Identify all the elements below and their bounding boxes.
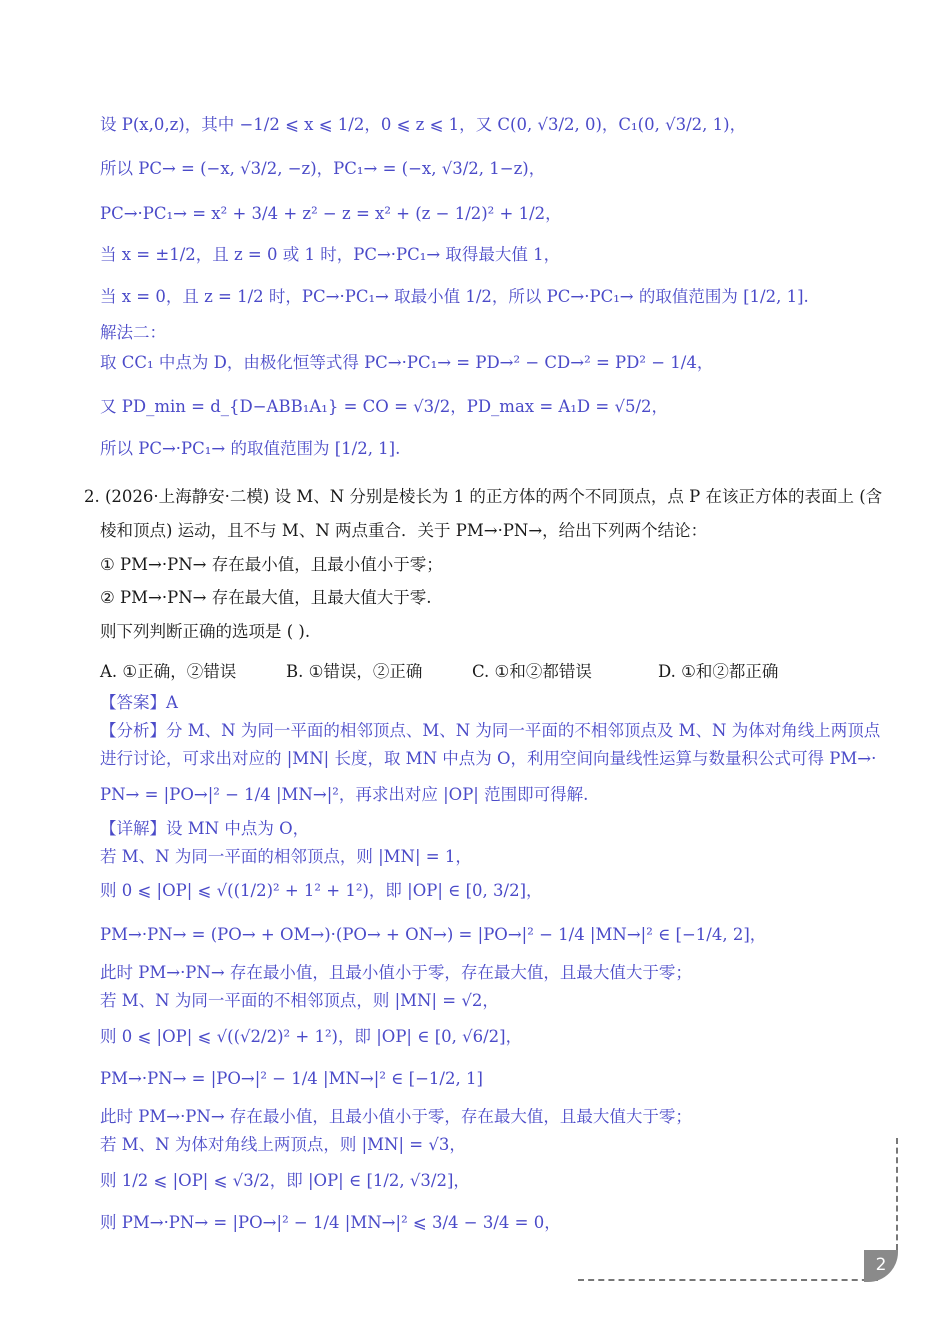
- question-prompt: 则下列判断正确的选项是 ( ).: [100, 622, 311, 641]
- solution-line: 设 P(x,0,z)，其中 −1/2 ⩽ x ⩽ 1/2，0 ⩽ z ⩽ 1，又 C(0, √3/2, 0)，C₁(0, √3/2, 1)，: [100, 115, 747, 134]
- answer-options: [100, 658, 820, 682]
- detail-line: 则 0 ⩽ |OP| ⩽ √((1/2)² + 1² + 1²)，即 |OP| ∈ [0, 3/2]，: [100, 881, 543, 900]
- question-stem: 2. (2026·上海静安·二模) 设 M、N 分别是棱长为 1 的正方体的两个不同顶点，点 P 在该正方体的表面上 (含: [84, 487, 883, 506]
- detail-line: 若 M、N 为体对角线上两顶点，则 |MN| = √3，: [100, 1135, 466, 1154]
- solution-line: 当 x = 0，且 z = 1/2 时，PC→·PC₁→ 取最小值 1/2，所以 PC→·PC₁→ 的取值范围为 [1/2, 1].: [100, 287, 809, 306]
- analysis-line: 【分析】分 M、N 为同一平面的相邻顶点、M、N 为同一平面的不相邻顶点及 M、N 为体对角线上两顶点: [100, 721, 881, 740]
- detail-line: 若 M、N 为同一平面的相邻顶点，则 |MN| = 1，: [100, 847, 472, 866]
- detail-line: 若 M、N 为同一平面的不相邻顶点，则 |MN| = √2，: [100, 991, 499, 1010]
- detail-line: 【详解】设 MN 中点为 O，: [100, 819, 310, 838]
- answer-line: 【答案】A: [100, 693, 178, 712]
- page-number: 2: [864, 1250, 898, 1282]
- solution-line: 所以 PC→ = (−x, √3/2, −z)，PC₁→ = (−x, √3/2, 1−z)，: [100, 159, 546, 178]
- question-stem: 棱和顶点) 运动，且不与 M、N 两点重合．关于 PM→·PN→，给出下列两个结论：: [100, 521, 708, 540]
- detail-line: 则 0 ⩽ |OP| ⩽ √((√2/2)² + 1²)，即 |OP| ∈ [0, √6/2]，: [100, 1027, 523, 1046]
- detail-line: 此时 PM→·PN→ 存在最小值，且最小值小于零，存在最大值，且最大值大于零；: [100, 963, 692, 982]
- conclusion-2: ② PM→·PN→ 存在最大值，且最大值大于零.: [100, 588, 432, 607]
- solution-line: 又 PD_min = d_{D−ABB₁A₁} = CO = √3/2，PD_max = A₁D = √5/2，: [100, 397, 669, 416]
- solution-line: PC→·PC₁→ = x² + 3/4 + z² − z = x² + (z − 1/2)² + 1/2，: [100, 204, 562, 223]
- detail-line: PM→·PN→ = (PO→ + OM→)·(PO→ + ON→) = |PO→|² − 1/4 |MN→|² ∈ [−1/4, 2]，: [100, 925, 767, 944]
- page-border-dashes: [896, 1138, 898, 1250]
- option-d: D. ①和②都正确: [658, 662, 779, 681]
- analysis-line: PN→ = |PO→|² − 1/4 |MN→|²，再求出对应 |OP| 范围即可得解.: [100, 785, 589, 804]
- detail-line: PM→·PN→ = |PO→|² − 1/4 |MN→|² ∈ [−1/2, 1]: [100, 1069, 483, 1088]
- detail-line: 则 PM→·PN→ = |PO→|² − 1/4 |MN→|² ⩽ 3/4 − 3/4 = 0，: [100, 1213, 561, 1232]
- detail-line: 此时 PM→·PN→ 存在最小值，且最小值小于零，存在最大值，且最大值大于零；: [100, 1107, 692, 1126]
- analysis-line: 进行讨论，可求出对应的 |MN| 长度，取 MN 中点为 O，利用空间向量线性运算与数量积公式可得 PM→·: [100, 749, 877, 768]
- solution-line: 当 x = ±1/2，且 z = 0 或 1 时，PC→·PC₁→ 取得最大值 1，: [100, 245, 561, 264]
- method-two-heading: 解法二：: [100, 323, 166, 342]
- option-c: C. ①和②都错误: [472, 662, 592, 681]
- option-a: A. ①正确，②错误: [100, 662, 237, 681]
- option-b: B. ①错误，②正确: [286, 662, 423, 681]
- conclusion-1: ① PM→·PN→ 存在最小值，且最小值小于零；: [100, 555, 443, 574]
- detail-line: 则 1/2 ⩽ |OP| ⩽ √3/2，即 |OP| ∈ [1/2, √3/2]，: [100, 1171, 470, 1190]
- solution-line: 所以 PC→·PC₁→ 的取值范围为 [1/2, 1].: [100, 439, 401, 458]
- solution-line: 取 CC₁ 中点为 D，由极化恒等式得 PC→·PC₁→ = PD→² − CD→² = PD² − 1/4，: [100, 353, 714, 372]
- footer-divider: [578, 1279, 878, 1281]
